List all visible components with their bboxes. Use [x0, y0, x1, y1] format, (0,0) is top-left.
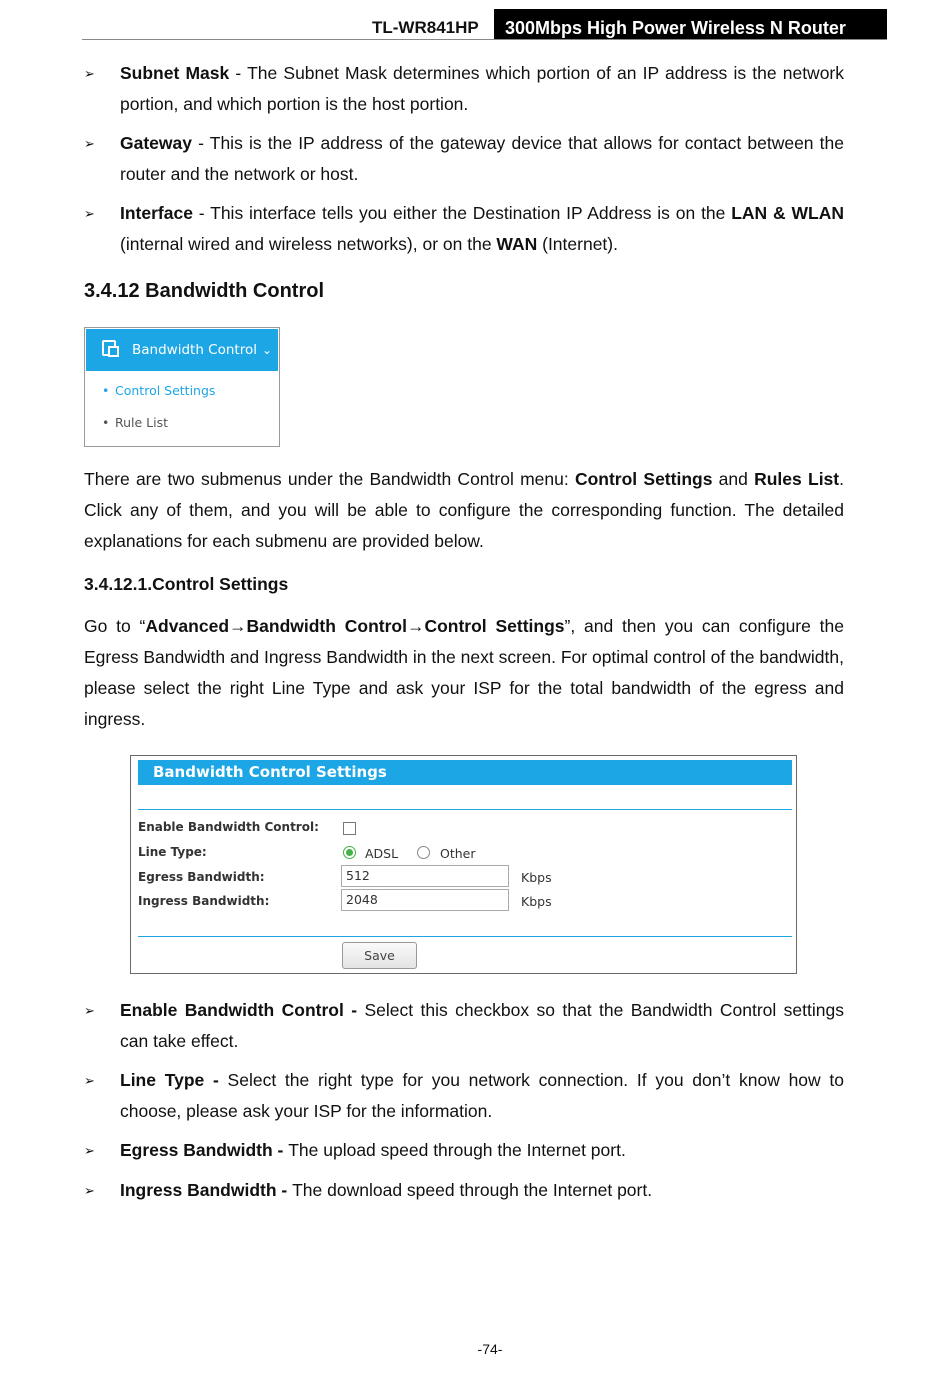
goto-paragraph	[84, 611, 844, 735]
header-divider	[82, 39, 887, 40]
arrow-icon: →	[406, 616, 425, 636]
bullet-text: Select this checkbox so that the Bandwidth Control settings can take effect.	[120, 1000, 844, 1051]
panel-divider	[138, 809, 792, 810]
bullet-interface	[84, 198, 844, 260]
menu-header[interactable]	[86, 329, 278, 371]
line-type-label: Line Type:	[138, 845, 207, 859]
panel-divider	[138, 936, 792, 937]
bullet-arrow-icon: ➢	[84, 1073, 95, 1088]
bullet-term: Egress Bandwidth -	[120, 1140, 289, 1160]
ingress-unit: Kbps	[521, 894, 552, 909]
chevron-down-icon: ⌄	[262, 343, 273, 357]
bullet-arrow-icon: ➢	[84, 1143, 95, 1158]
subsection-title: 3.4.12.1.Control Settings	[84, 574, 289, 594]
bullet-dot-icon: •	[102, 415, 110, 430]
bullet-ingress-bandwidth	[84, 1175, 844, 1206]
egress-label: Egress Bandwidth:	[138, 870, 265, 884]
header-product-title: 300Mbps High Power Wireless N Router	[494, 9, 887, 40]
bullet-text: The upload speed through the Internet port.	[288, 1140, 626, 1160]
ingress-label: Ingress Bandwidth:	[138, 894, 270, 908]
menu-title: Bandwidth Control	[132, 342, 257, 358]
menu-item-label: Control Settings	[115, 383, 216, 398]
menu-item-control-settings[interactable]	[102, 383, 216, 398]
bullet-text: - This is the IP address of the gateway device that allows for contact between the router and the network or host.	[120, 133, 844, 184]
bandwidth-icon	[102, 340, 116, 356]
bullet-text: - The Subnet Mask determines which portion of an IP address is the network portion, and which portion is the host portion.	[120, 63, 844, 114]
intro-text: There are two submenus under the Bandwidth Control menu:	[84, 469, 575, 489]
goto-bold: Advanced	[145, 616, 230, 636]
menu-item-rule-list[interactable]	[102, 415, 169, 430]
bullet-term: Ingress Bandwidth -	[120, 1180, 293, 1200]
bullet-term: Gateway	[120, 133, 192, 153]
bullet-egress-bandwidth	[84, 1135, 844, 1166]
radio-other-label: Other	[440, 846, 476, 861]
bandwidth-control-menu	[84, 327, 280, 447]
bullet-line-type	[84, 1065, 844, 1127]
header-model: TL-WR841HP	[372, 18, 479, 37]
panel-title: Bandwidth Control Settings	[138, 760, 792, 785]
enable-bandwidth-checkbox[interactable]	[343, 822, 356, 835]
bullet-subnet-mask	[84, 58, 844, 120]
egress-unit: Kbps	[521, 870, 552, 885]
goto-text: ”, and then you can configure the Egress Bandwidth and Ingress Bandwidth in the next screen. For optimal control of the bandwidth, please select the right Line Type and ask your ISP for the total bandwidth of the egress and ingress.	[84, 616, 844, 729]
section-title: 3.4.12 Bandwidth Control	[84, 280, 325, 302]
page-number: -74-	[477, 1341, 503, 1357]
bullet-term: Line Type -	[120, 1070, 228, 1090]
bullet-bold: LAN & WLAN	[731, 203, 844, 223]
arrow-icon: →	[229, 616, 247, 636]
bullet-bold: WAN	[496, 234, 538, 254]
radio-adsl[interactable]	[343, 846, 356, 859]
bullet-text: (Internet).	[537, 234, 618, 254]
intro-text: and	[712, 469, 755, 489]
goto-text: Go to “	[84, 616, 146, 636]
radio-adsl-label: ADSL	[365, 846, 399, 861]
bullet-arrow-icon: ➢	[84, 136, 95, 151]
intro-bold: Rules List	[754, 469, 840, 489]
bullet-text: (internal wired and wireless networks), or on the	[120, 234, 497, 254]
bullet-term: Interface	[120, 203, 193, 223]
bullet-text: The download speed through the Internet port.	[292, 1180, 653, 1200]
bullet-term: Enable Bandwidth Control -	[120, 1000, 365, 1020]
bandwidth-control-settings-panel	[130, 755, 797, 974]
intro-paragraph	[84, 464, 844, 557]
goto-bold: Control Settings	[424, 616, 565, 636]
save-button[interactable]: Save	[342, 942, 417, 969]
bullet-arrow-icon: ➢	[84, 66, 95, 81]
intro-text: . Click any of them, and you will be able to configure the corresponding function. The detailed explanations for each submenu are provided below.	[84, 469, 844, 551]
bullet-enable-bandwidth-control	[84, 995, 844, 1057]
bullet-text: - This interface tells you either the Destination IP Address is on the	[192, 203, 732, 223]
bullet-term: Subnet Mask	[120, 63, 230, 83]
egress-bandwidth-input[interactable]: 512	[341, 865, 509, 887]
bullet-arrow-icon: ➢	[84, 206, 95, 221]
bullet-arrow-icon: ➢	[84, 1003, 95, 1018]
enable-label: Enable Bandwidth Control:	[138, 820, 319, 834]
radio-other[interactable]	[417, 846, 430, 859]
bullet-gateway	[84, 128, 844, 190]
menu-item-label: Rule List	[115, 415, 169, 430]
bullet-arrow-icon: ➢	[84, 1183, 95, 1198]
bullet-dot-icon: •	[102, 383, 110, 398]
intro-bold: Control Settings	[574, 469, 713, 489]
goto-bold: Bandwidth Control	[246, 616, 407, 636]
bullet-text: Select the right type for you network connection. If you don’t know how to choose, please ask your ISP for the information.	[120, 1070, 844, 1121]
ingress-bandwidth-input[interactable]: 2048	[341, 889, 509, 911]
